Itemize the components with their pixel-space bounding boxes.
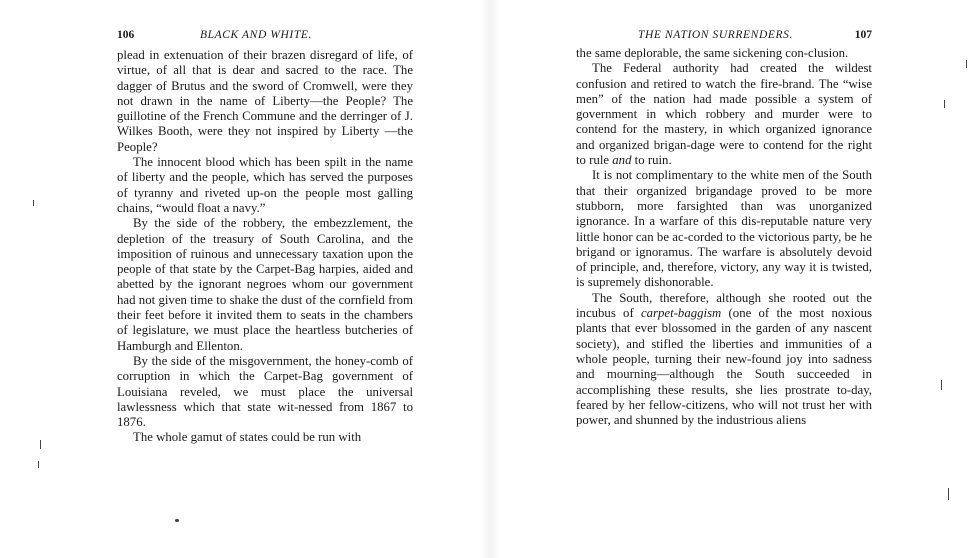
scan-speck	[38, 461, 39, 468]
right-paragraph-1: the same deplorable, the same sickening con-clusion.	[576, 46, 849, 60]
scan-speck	[33, 200, 34, 206]
left-running-header	[117, 27, 413, 43]
scan-speck	[944, 100, 945, 108]
right-paragraph-4-text: The South, therefore, although she rooted out the incubus of	[576, 290, 872, 321]
right-paragraph-4-italic: carpet-baggism	[640, 306, 722, 321]
right-text-column	[576, 46, 872, 428]
scan-speck	[175, 519, 179, 522]
right-paragraph-2	[576, 61, 872, 168]
right-paragraph-2-end: to ruin.	[634, 153, 672, 168]
scan-speck	[40, 440, 41, 449]
right-paragraph-2-text: The Federal authority had created the wildest confusion and retired to watch the fire-brand. The “wise men” of the nation had made possible a system of government in which robbery and murder were to contend for the mastery, in which organized ignorance and organized brigan-dage were to contend for the right to rule	[576, 61, 872, 168]
right-page-number: 107	[854, 29, 872, 41]
right-paragraph-2-italic: and	[612, 153, 632, 168]
left-text-column	[117, 48, 413, 446]
scan-speck	[948, 488, 949, 500]
right-paragraph-4-end: (one of the most noxious plants that ever blossomed in the garden of any nascent society), and stifled the liberties and immunities of a whole people, turning their new-found joy into sadness and mourning—although the South succeeded in accomplishing these results, she lies prostrate to-day, feared by her fellow-citizens, who will not trust her with power, and shunned by the industrious aliens	[576, 306, 872, 428]
left-running-head: BLACK AND WHITE.	[200, 29, 312, 41]
right-running-header	[576, 27, 872, 43]
right-running-head: THE NATION SURRENDERS.	[638, 29, 793, 41]
scan-speck	[941, 380, 942, 390]
scan-speck	[966, 60, 967, 68]
left-paragraph-1: plead in extenuation of their brazen disregard of life, of virtue, of all that is dear and sacred to the race. The dagger of Brutus and the sword of Cromwell, were they not drawn in the name of Liberty—the People? The guillotine of the French Commune and the derringer of J. Wilkes Booth, were they not inspired by Liberty —the People?	[117, 48, 413, 154]
left-paragraph-4: By the side of the misgovernment, the honey-comb of corruption in which the Carpet-Bag government of Louisiana reveled, we must place the universal lawlessness which that state wit-nessed from 1867 to 1876.	[117, 353, 413, 430]
right-paragraph-4	[576, 291, 872, 429]
left-paragraph-5: The whole gamut of states could be run with	[133, 430, 362, 445]
right-paragraph-3: It is not complimentary to the white men of the South that their organized brigandage proved to be more stubborn, more farsighted than was unorganized ignorance. In a warfare of this dis-reputable nature very little honor can be ac-corded to the victorious party, be he brigand or ignoramus. The warfare is absolutely devoid of principle, and, therefore, victory, any way it is twisted, is supremely dishonorable.	[576, 168, 872, 290]
left-page-number: 106	[117, 29, 135, 41]
left-paragraph-2: The innocent blood which has been spilt in the name of liberty and the people, which has served the purposes of tyranny and riveted up-on the people most galling chains, “would float a navy.”	[117, 155, 413, 215]
left-paragraph-3: By the side of the robbery, the embezzlement, the depletion of the treasury of South Carolina, and the imposition of ruinous and unnecessary taxation upon the people of that state by the Carpet-Bag harpies, aided and abetted by the ignorant negroes whom our government had not given time to shake the dust of the cornfield from their feet before it invited them to seats in the chambers of legislature, we must place the heartless butcheries of Hamburgh and Ellenton.	[117, 216, 413, 353]
